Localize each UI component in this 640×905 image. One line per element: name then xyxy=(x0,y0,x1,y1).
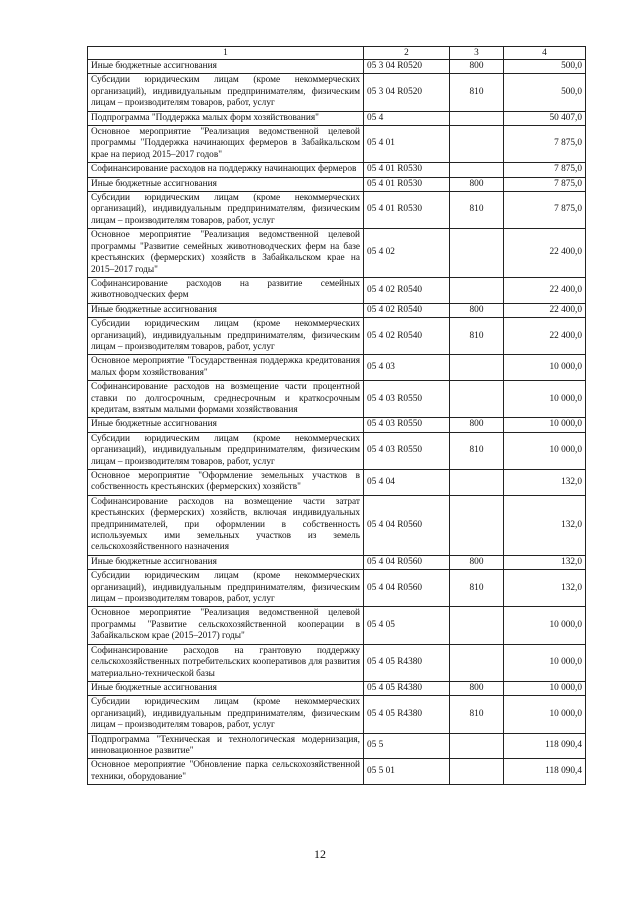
row-amount: 132,0 xyxy=(504,555,586,569)
row-amount: 10 000,0 xyxy=(504,355,586,381)
row-amount: 22 400,0 xyxy=(504,229,586,278)
table-row xyxy=(88,126,586,163)
row-amount: 10 000,0 xyxy=(504,696,586,733)
row-type: 800 xyxy=(450,177,504,191)
row-name: Субсидии юридическим лицам (кроме некоммерческих организаций), индивидуальным предпринимателям, физическим лицам – производителям товаров, работ, услуг xyxy=(88,318,364,355)
table-row xyxy=(88,229,586,278)
row-amount: 500,0 xyxy=(504,74,586,111)
row-name: Подпрограмма "Поддержка малых форм хозяйствования" xyxy=(88,111,364,125)
page-number: 12 xyxy=(314,847,326,861)
table-row xyxy=(88,418,586,432)
row-amount: 7 875,0 xyxy=(504,192,586,229)
table-body xyxy=(88,60,586,785)
row-type: 810 xyxy=(450,74,504,111)
table-row xyxy=(88,555,586,569)
row-amount: 118 090,4 xyxy=(504,759,586,785)
row-name: Подпрограмма "Техническая и технологическая модернизация, инновационное развитие" xyxy=(88,733,364,759)
row-code: 05 4 02 R0540 xyxy=(364,303,450,317)
table-row xyxy=(88,303,586,317)
row-amount: 50 407,0 xyxy=(504,111,586,125)
row-name: Софинансирование расходов на поддержку начинающих фермеров xyxy=(88,163,364,177)
row-type: 800 xyxy=(450,681,504,695)
row-code: 05 4 03 R0550 xyxy=(364,418,450,432)
row-amount: 500,0 xyxy=(504,60,586,74)
row-code: 05 4 01 R0530 xyxy=(364,163,450,177)
row-type xyxy=(450,277,504,303)
row-type xyxy=(450,229,504,278)
row-code: 05 4 03 R0550 xyxy=(364,381,450,418)
row-name: Софинансирование расходов на возмещение части процентной ставки по долгосрочным, среднесрочным и краткосрочным кредитам, взятым малыми формами хозяйствования xyxy=(88,381,364,418)
row-amount: 10 000,0 xyxy=(504,432,586,469)
row-name: Иные бюджетные ассигнования xyxy=(88,60,364,74)
row-name: Основное мероприятие "Реализация ведомственной целевой программы "Поддержка начинающих фермеров в Забайкальском крае на период 2015–2017 годов" xyxy=(88,126,364,163)
row-type xyxy=(450,126,504,163)
table-row xyxy=(88,495,586,555)
row-type: 810 xyxy=(450,192,504,229)
row-type: 810 xyxy=(450,432,504,469)
row-code: 05 5 xyxy=(364,733,450,759)
table-row xyxy=(88,607,586,644)
row-name: Основное мероприятие "Реализация ведомственной целевой программы "Развитие семейных животноводческих ферм на базе крестьянских (фермерских) хозяйств в Забайкальском крае на 2015–2017 годы" xyxy=(88,229,364,278)
row-amount: 132,0 xyxy=(504,470,586,496)
row-type xyxy=(450,644,504,681)
row-amount: 132,0 xyxy=(504,570,586,607)
table-row xyxy=(88,177,586,191)
row-type xyxy=(450,470,504,496)
row-name: Иные бюджетные ассигнования xyxy=(88,555,364,569)
row-code: 05 4 xyxy=(364,111,450,125)
row-name: Субсидии юридическим лицам (кроме некоммерческих организаций), индивидуальным предпринимателям, физическим лицам – производителям товаров, работ, услуг xyxy=(88,74,364,111)
row-name: Субсидии юридическим лицам (кроме некоммерческих организаций), индивидуальным предпринимателям, физическим лицам – производителям товаров, работ, услуг xyxy=(88,432,364,469)
row-type: 800 xyxy=(450,303,504,317)
row-name: Иные бюджетные ассигнования xyxy=(88,681,364,695)
row-code: 05 4 05 R4380 xyxy=(364,644,450,681)
row-amount: 7 875,0 xyxy=(504,163,586,177)
row-type: 810 xyxy=(450,570,504,607)
table-row xyxy=(88,277,586,303)
row-type xyxy=(450,111,504,125)
row-type xyxy=(450,381,504,418)
row-amount: 10 000,0 xyxy=(504,681,586,695)
row-name: Субсидии юридическим лицам (кроме некоммерческих организаций), индивидуальным предпринимателям, физическим лицам – производителям товаров, работ, услуг xyxy=(88,570,364,607)
row-code: 05 4 01 R0530 xyxy=(364,177,450,191)
header-col-1: 1 xyxy=(88,47,364,60)
table-row xyxy=(88,570,586,607)
header-col-4: 4 xyxy=(504,47,586,60)
table-row xyxy=(88,470,586,496)
row-code: 05 4 04 R0560 xyxy=(364,555,450,569)
row-amount: 118 090,4 xyxy=(504,733,586,759)
table-row xyxy=(88,644,586,681)
table-row xyxy=(88,355,586,381)
row-type xyxy=(450,355,504,381)
table-row xyxy=(88,163,586,177)
table-row xyxy=(88,60,586,74)
budget-table xyxy=(87,46,586,785)
row-amount: 7 875,0 xyxy=(504,177,586,191)
row-code: 05 4 05 R4380 xyxy=(364,696,450,733)
row-name: Иные бюджетные ассигнования xyxy=(88,418,364,432)
header-row xyxy=(88,47,586,60)
row-code: 05 5 01 xyxy=(364,759,450,785)
row-code: 05 4 04 R0560 xyxy=(364,495,450,555)
row-code: 05 3 04 R0520 xyxy=(364,60,450,74)
row-amount: 10 000,0 xyxy=(504,644,586,681)
row-code: 05 4 03 xyxy=(364,355,450,381)
row-name: Софинансирование расходов на возмещение части затрат крестьянских (фермерских) хозяйств, включая индивидуальных предпринимателей, при оформлении в собственность используемых ими земельных участков из земель сельскохозяйственного назначения xyxy=(88,495,364,555)
table-row xyxy=(88,318,586,355)
row-type: 800 xyxy=(450,60,504,74)
row-code: 05 4 04 R0560 xyxy=(364,570,450,607)
row-amount: 10 000,0 xyxy=(504,381,586,418)
row-name: Субсидии юридическим лицам (кроме некоммерческих организаций), индивидуальным предпринимателям, физическим лицам – производителям товаров, работ, услуг xyxy=(88,192,364,229)
row-type: 810 xyxy=(450,696,504,733)
table-row xyxy=(88,733,586,759)
row-code: 05 4 02 R0540 xyxy=(364,277,450,303)
row-code: 05 4 04 xyxy=(364,470,450,496)
row-code: 05 4 02 R0540 xyxy=(364,318,450,355)
row-name: Основное мероприятие "Обновление парка сельскохозяйственной техники, оборудование" xyxy=(88,759,364,785)
row-name: Основное мероприятие "Государственная поддержка кредитования малых форм хозяйствования" xyxy=(88,355,364,381)
row-code: 05 4 02 xyxy=(364,229,450,278)
table-row xyxy=(88,432,586,469)
table-row xyxy=(88,696,586,733)
row-code: 05 4 01 R0530 xyxy=(364,192,450,229)
header-col-2: 2 xyxy=(364,47,450,60)
row-amount: 22 400,0 xyxy=(504,318,586,355)
row-amount: 10 000,0 xyxy=(504,418,586,432)
row-name: Основное мероприятие "Реализация ведомственной целевой программы "Развитие сельскохозяйственной кооперации в Забайкальском крае (2015–2017) годы" xyxy=(88,607,364,644)
table-row xyxy=(88,381,586,418)
table-row xyxy=(88,111,586,125)
row-type xyxy=(450,163,504,177)
row-code: 05 4 01 xyxy=(364,126,450,163)
row-name: Софинансирование расходов на развитие семейных животноводческих ферм xyxy=(88,277,364,303)
row-code: 05 4 05 xyxy=(364,607,450,644)
row-amount: 22 400,0 xyxy=(504,277,586,303)
row-amount: 10 000,0 xyxy=(504,607,586,644)
row-type xyxy=(450,607,504,644)
row-amount: 7 875,0 xyxy=(504,126,586,163)
row-name: Иные бюджетные ассигнования xyxy=(88,177,364,191)
row-code: 05 4 05 R4380 xyxy=(364,681,450,695)
row-name: Софинансирование расходов на грантовую поддержку сельскохозяйственных потребительских кооперативов для развития материально-технической базы xyxy=(88,644,364,681)
row-amount: 132,0 xyxy=(504,495,586,555)
row-type xyxy=(450,495,504,555)
row-code: 05 3 04 R0520 xyxy=(364,74,450,111)
row-name: Субсидии юридическим лицам (кроме некоммерческих организаций), индивидуальным предпринимателям, физическим лицам – производителям товаров, работ, услуг xyxy=(88,696,364,733)
header-col-3: 3 xyxy=(450,47,504,60)
row-type xyxy=(450,733,504,759)
row-name: Основное мероприятие "Оформление земельных участков в собственность крестьянских (фермерских) хозяйств" xyxy=(88,470,364,496)
table-row xyxy=(88,192,586,229)
row-type: 800 xyxy=(450,418,504,432)
table-row xyxy=(88,681,586,695)
table-row xyxy=(88,74,586,111)
table-row xyxy=(88,759,586,785)
row-name: Иные бюджетные ассигнования xyxy=(88,303,364,317)
row-type: 800 xyxy=(450,555,504,569)
row-type: 810 xyxy=(450,318,504,355)
row-type xyxy=(450,759,504,785)
row-amount: 22 400,0 xyxy=(504,303,586,317)
row-code: 05 4 03 R0550 xyxy=(364,432,450,469)
